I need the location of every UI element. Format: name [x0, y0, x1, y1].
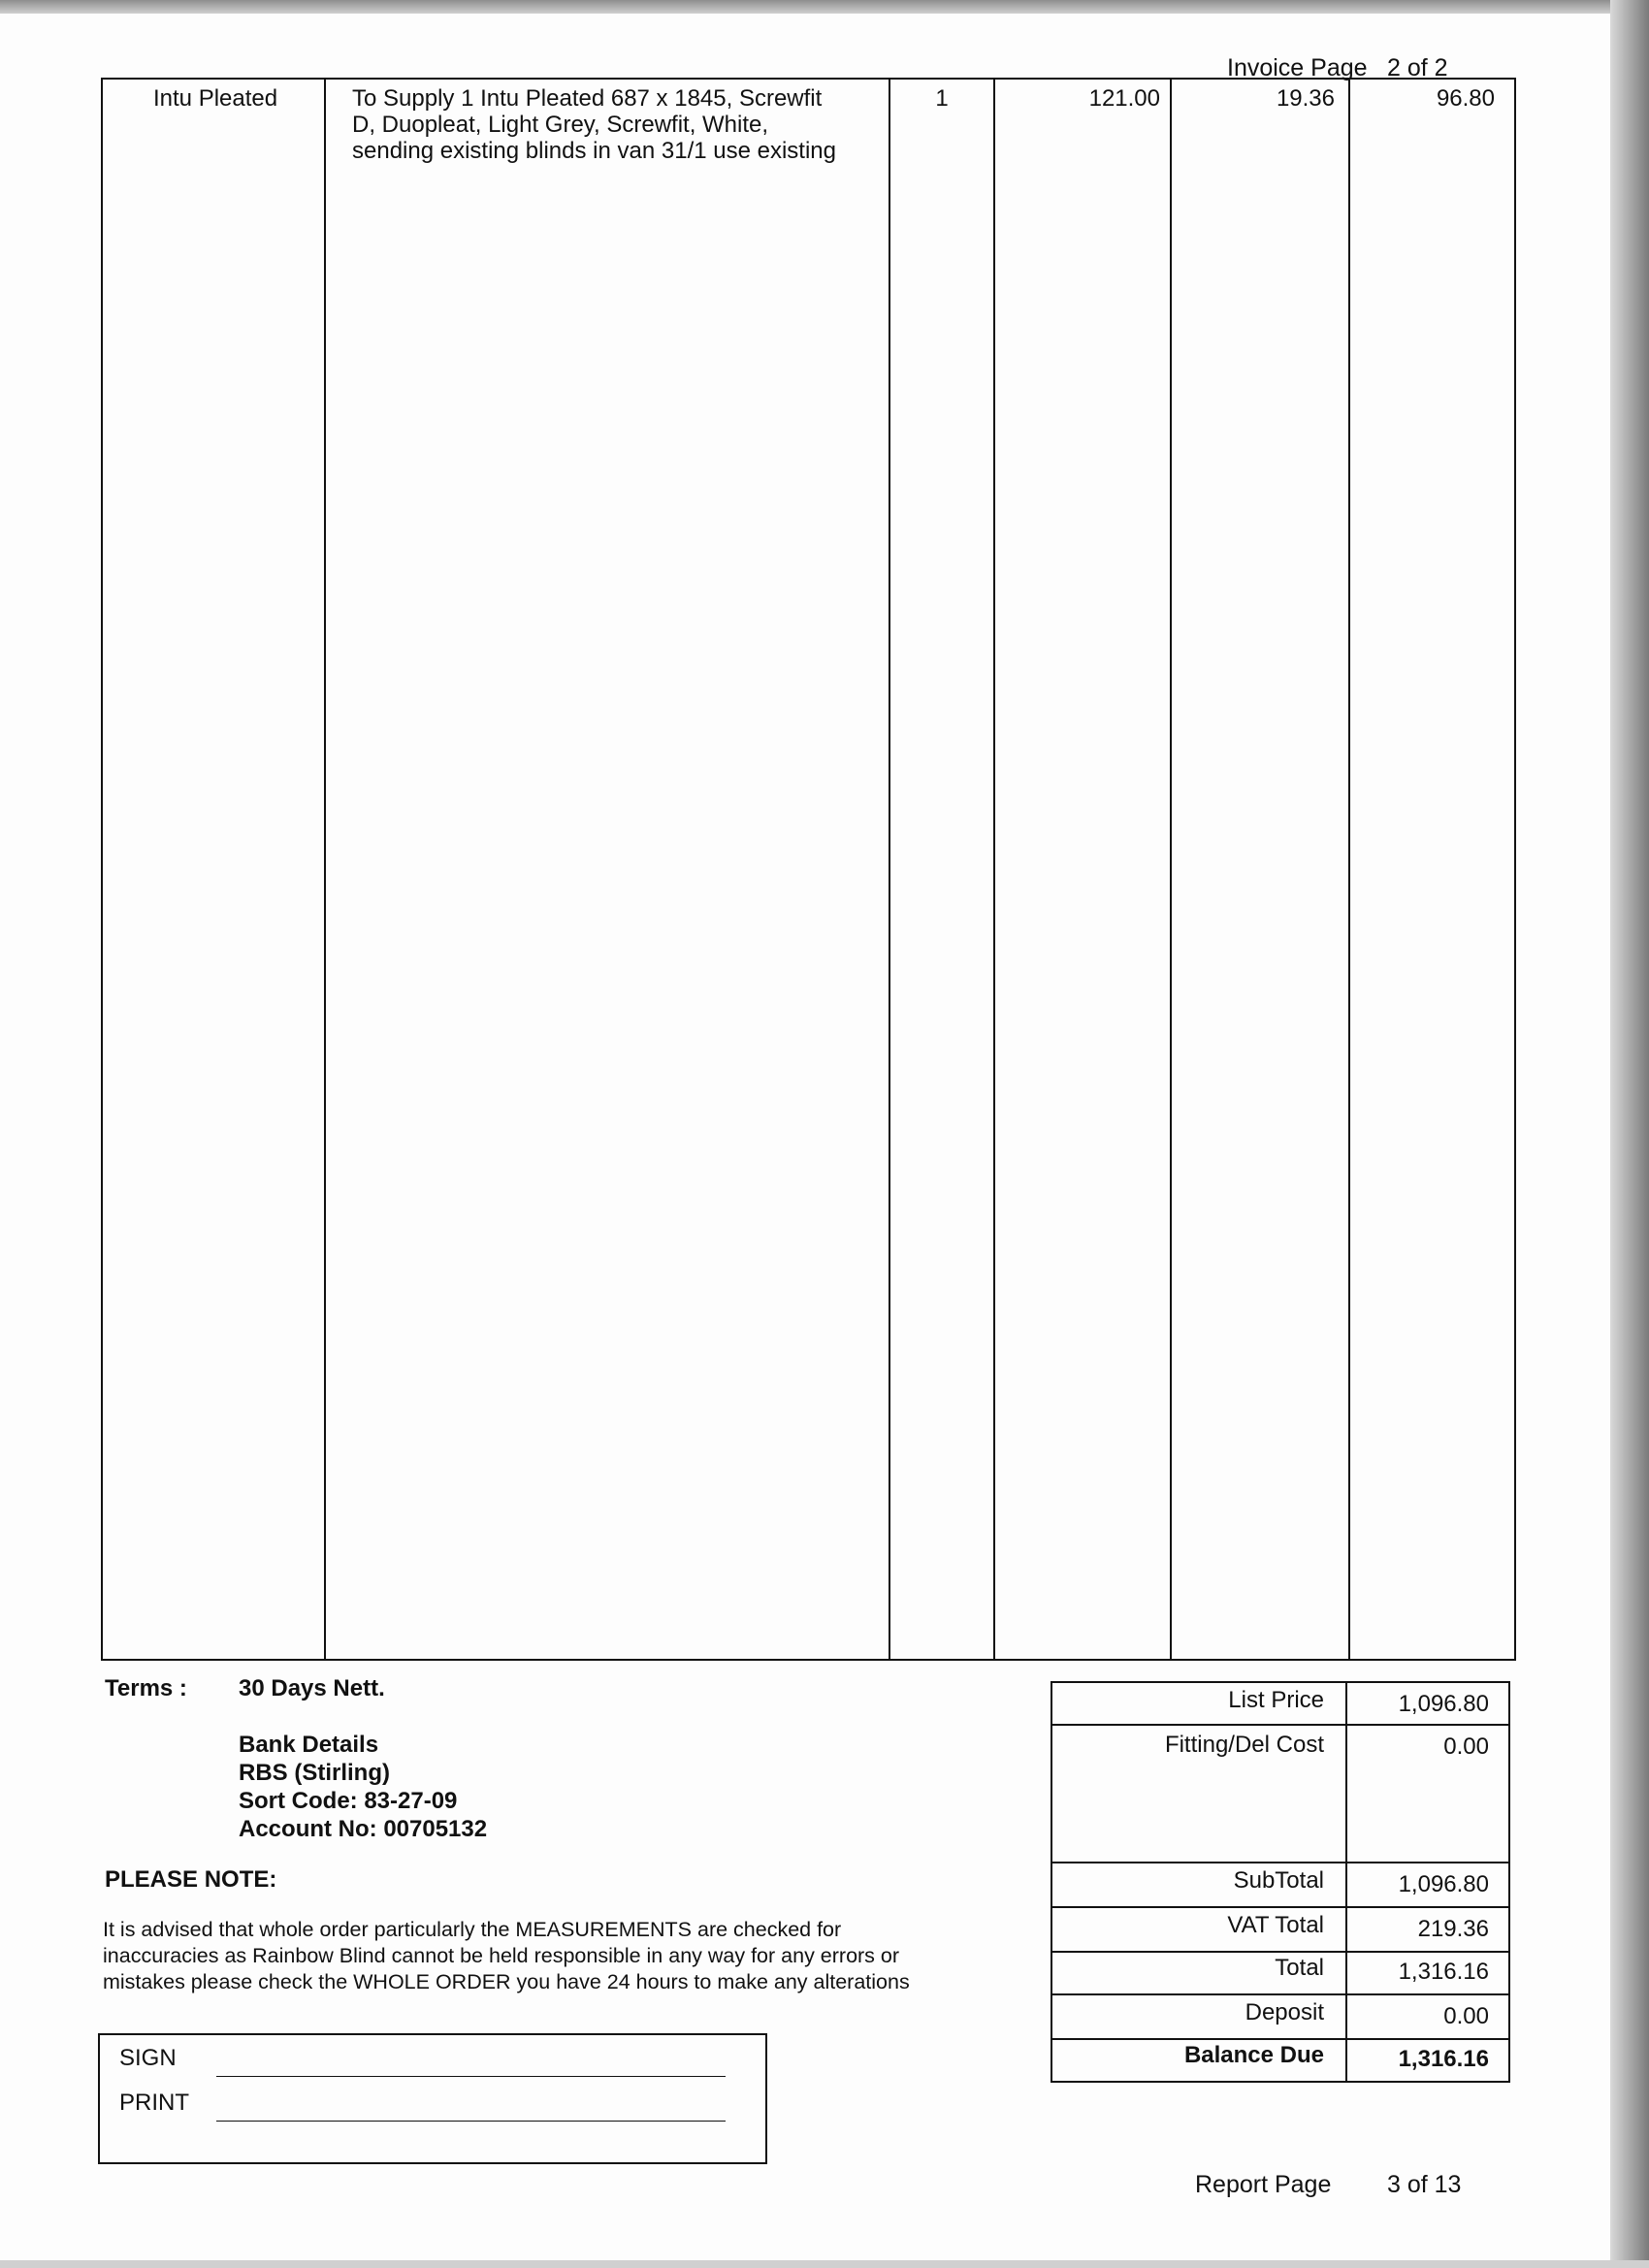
scan-edge-right: [1610, 0, 1649, 2268]
item-description: [352, 85, 876, 164]
column-divider: [1348, 78, 1350, 1661]
scan-edge-top: [0, 0, 1649, 14]
scan-edge-bottom: [0, 2260, 1649, 2268]
fitting-cost-label: Fitting/Del Cost: [1164, 1732, 1324, 1758]
totals-row-divider: [1052, 1862, 1508, 1863]
terms-value: 30 Days Nett.: [239, 1675, 385, 1701]
balance-due-label: Balance Due: [1183, 2042, 1324, 2068]
signature-box: [98, 2033, 767, 2164]
print-line[interactable]: [216, 2121, 726, 2122]
note-heading: PLEASE NOTE:: [105, 1866, 277, 1893]
totals-row-divider: [1052, 1993, 1508, 1995]
description-line: To Supply 1 Intu Pleated 687 x 1845, Screwfit: [352, 85, 823, 112]
vat-total-label: VAT Total: [1227, 1912, 1324, 1938]
sort-code: Sort Code: 83-27-09: [239, 1788, 458, 1814]
item-unit-price: 121.00: [1088, 85, 1160, 112]
subtotal-label: SubTotal: [1233, 1867, 1324, 1894]
totals-table: [1051, 1681, 1510, 2083]
column-divider: [1170, 78, 1172, 1661]
note-line: mistakes please check the WHOLE ORDER you have 24 hours to make any alterations: [103, 1970, 910, 1993]
note-line: inaccuracies as Rainbow Blind cannot be held responsible in any way for any errors or: [103, 1944, 900, 1967]
list-price-label: List Price: [1228, 1687, 1324, 1713]
item-quantity: 1: [935, 85, 949, 112]
deposit-label: Deposit: [1245, 1999, 1324, 2025]
fitting-cost-value: 0.00: [1443, 1733, 1489, 1760]
total-value: 1,316.16: [1398, 1959, 1489, 1985]
vat-total-value: 219.36: [1417, 1916, 1489, 1942]
list-price-value: 1,096.80: [1398, 1691, 1489, 1717]
report-page-label: Report Page: [1195, 2171, 1332, 2198]
sign-label: SIGN: [119, 2045, 177, 2071]
column-divider: [993, 78, 995, 1661]
subtotal-value: 1,096.80: [1398, 1871, 1489, 1897]
totals-divider: [1345, 1683, 1347, 2081]
column-divider: [324, 78, 326, 1661]
bank-details: [239, 1731, 487, 1843]
totals-row-divider: [1052, 1724, 1508, 1726]
deposit-value: 0.00: [1443, 2003, 1489, 2029]
report-page-indicator: [1195, 2171, 1461, 2199]
totals-row-divider: [1052, 1951, 1508, 1953]
balance-due-value: 1,316.16: [1398, 2046, 1489, 2072]
print-label: PRINT: [119, 2090, 189, 2116]
line-items-table: [101, 78, 1516, 1661]
sign-line[interactable]: [216, 2076, 726, 2077]
total-label: Total: [1275, 1955, 1324, 1981]
totals-row-divider: [1052, 1906, 1508, 1908]
report-page-value: 3 of 13: [1387, 2171, 1462, 2198]
account-number: Account No: 00705132: [239, 1816, 488, 1842]
invoice-page-value: 2 of 2: [1387, 54, 1448, 81]
totals-row-divider: [1052, 2038, 1508, 2040]
item-product: Intu Pleated: [153, 85, 278, 112]
note-text: [103, 1917, 1005, 1995]
description-line: D, Duopleat, Light Grey, Screwfit, White,: [352, 112, 769, 138]
item-discount: 19.36: [1276, 85, 1335, 112]
bank-name: RBS (Stirling): [239, 1760, 390, 1786]
invoice-page-label: Invoice Page: [1227, 54, 1368, 81]
item-amount: 96.80: [1436, 85, 1495, 112]
bank-heading: Bank Details: [239, 1732, 379, 1758]
column-divider: [889, 78, 890, 1661]
description-line: sending existing blinds in van 31/1 use existing: [352, 138, 836, 164]
note-line: It is advised that whole order particularly the MEASUREMENTS are checked for: [103, 1918, 842, 1941]
terms-label: Terms :: [105, 1675, 187, 1701]
